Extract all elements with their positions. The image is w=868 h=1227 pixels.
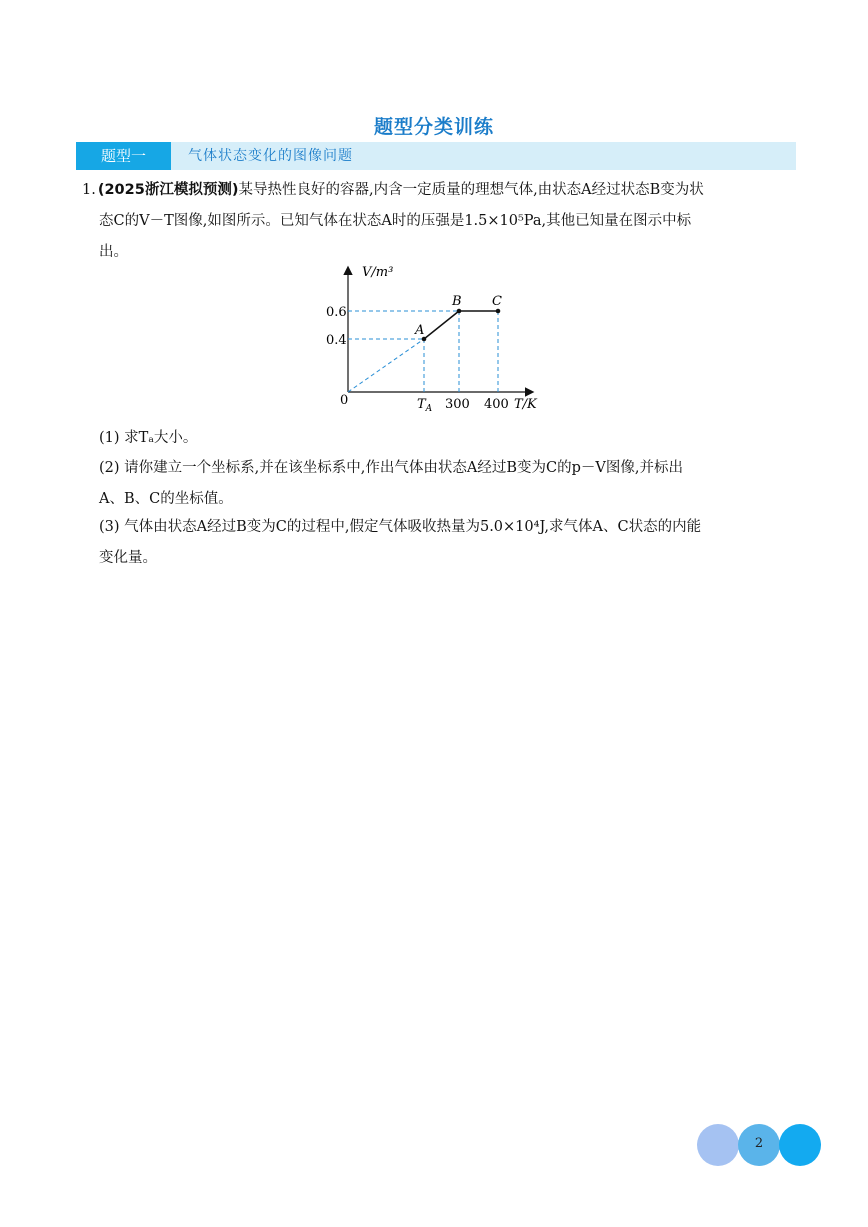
point-c bbox=[496, 309, 501, 314]
problem-source: (2025浙江模拟预测) bbox=[97, 182, 239, 198]
guide-origin-a bbox=[348, 339, 424, 392]
x-tick-300: 300 bbox=[445, 397, 470, 412]
section-header bbox=[76, 142, 796, 170]
v-t-graph bbox=[300, 262, 550, 417]
y-axis-label: V/m³ bbox=[362, 265, 394, 280]
segment-ab bbox=[424, 311, 459, 339]
page-number-badge bbox=[697, 1124, 823, 1168]
problem-text-1: 某导热性良好的容器,内含一定质量的理想气体,由状态A经过状态B变为状 bbox=[238, 182, 704, 198]
problem-text-2: 态C的V－T图像,如图所示。已知气体在状态A时的压强是1.5×10⁵Pa,其他已知量在图示中标 bbox=[99, 213, 692, 229]
question-3-line-2: 变化量。 bbox=[99, 550, 157, 566]
question-3 bbox=[99, 512, 799, 574]
x-tick-ta: $T_A$ bbox=[417, 397, 433, 414]
label-b: B bbox=[452, 294, 462, 309]
question-2-line-1: (2) 请你建立一个坐标系,并在该坐标系中,作出气体由状态A经过B变为C的p－V图像,并标出 bbox=[99, 460, 683, 476]
label-c: C bbox=[492, 294, 502, 309]
page-title: 题型分类训练 bbox=[373, 116, 494, 138]
badge-circle-right bbox=[779, 1124, 821, 1166]
point-b bbox=[457, 309, 462, 314]
question-2 bbox=[99, 453, 799, 515]
label-a: A bbox=[415, 323, 425, 338]
badge-circle-left bbox=[697, 1124, 739, 1166]
x-tick-400: 400 bbox=[484, 397, 509, 412]
question-2-line-2: A、B、C的坐标值。 bbox=[99, 491, 233, 507]
y-tick-0.4: 0.4 bbox=[326, 333, 347, 348]
section-title: 气体状态变化的图像问题 bbox=[188, 148, 353, 164]
problem-number: 1. bbox=[82, 182, 96, 198]
question-1: (1) 求Tₐ大小。 bbox=[99, 430, 198, 446]
problem-text-3: 出。 bbox=[99, 244, 128, 260]
question-3-line-1: (3) 气体由状态A经过B变为C的过程中,假定气体吸收热量为5.0×10⁴J,求气体A、C状态的内能 bbox=[99, 519, 702, 535]
y-tick-0.6: 0.6 bbox=[326, 305, 347, 320]
page-number: 2 bbox=[754, 1136, 764, 1151]
x-axis-label: T/K bbox=[514, 397, 537, 412]
problem-statement bbox=[82, 175, 798, 268]
origin-label: 0 bbox=[340, 393, 349, 408]
problem-line-1 bbox=[82, 175, 798, 206]
section-tag: 题型一 bbox=[76, 142, 171, 170]
